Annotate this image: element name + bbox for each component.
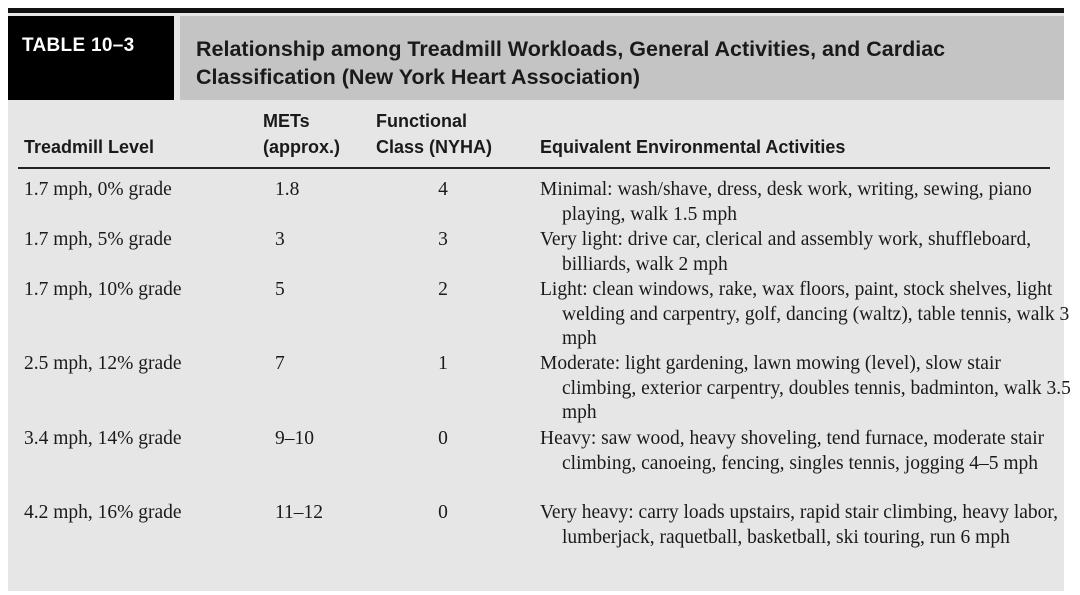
cell-activities: Very heavy: carry loads upstairs, rapid stair climbing, heavy labor, lumberjack, raquetball, basketball, ski touring, run 6 mph (540, 502, 1058, 548)
top-rule (8, 8, 1064, 13)
table-title: Relationship among Treadmill Workloads, General Activities, and Cardiac Classification (New York Heart Association) (180, 16, 1064, 100)
header-mets-line1: METs (263, 111, 310, 131)
header-rule (18, 167, 1050, 169)
cell-mets: 5 (275, 279, 285, 300)
cell-treadmill-level: 1.7 mph, 10% grade (24, 279, 182, 300)
cell-activities: Light: clean windows, rake, wax floors, paint, stock shelves, light welding and carpentry, golf, dancing (waltz), table tennis, walk 3 mph (540, 279, 1070, 349)
header-functional-class (376, 108, 492, 160)
header-treadmill-level: Treadmill Level (24, 137, 155, 157)
cell-mets: 11–12 (275, 502, 324, 523)
table-container (8, 8, 1071, 591)
cell-treadmill-level: 1.7 mph, 5% grade (24, 229, 172, 250)
header-class-line2: Class (NYHA) (376, 137, 493, 157)
cell-functional-class: 2 (438, 279, 448, 300)
cell-functional-class: 3 (438, 229, 448, 250)
cell-functional-class: 0 (438, 502, 448, 523)
cell-treadmill-level: 3.4 mph, 14% grade (24, 428, 182, 449)
header-activities: Equivalent Environmental Activities (540, 137, 846, 157)
header-class-line1: Functional (376, 111, 467, 131)
table-label: TABLE 10–3 (8, 16, 174, 100)
cell-functional-class: 0 (438, 428, 448, 449)
cell-mets: 3 (275, 229, 285, 250)
cell-treadmill-level: 2.5 mph, 12% grade (24, 353, 182, 374)
cell-activities: Heavy: saw wood, heavy shoveling, tend furnace, moderate stair climbing, canoeing, fencing, singles tennis, jogging 4–5 mph (540, 428, 1045, 474)
cell-functional-class: 1 (438, 353, 448, 374)
cell-treadmill-level: 1.7 mph, 0% grade (24, 179, 172, 200)
cell-activities: Very light: drive car, clerical and assembly work, shuffleboard, billiards, walk 2 mph (540, 229, 1032, 275)
cell-treadmill-level: 4.2 mph, 16% grade (24, 502, 182, 523)
cell-functional-class: 4 (438, 179, 448, 200)
cell-mets: 7 (275, 353, 285, 374)
cell-activities: Minimal: wash/shave, dress, desk work, writing, sewing, piano playing, walk 1.5 mph (540, 179, 1032, 225)
cell-activities: Moderate: light gardening, lawn mowing (level), slow stair climbing, exterior carpentry, doubles tennis, badminton, walk 3.5 mph (540, 353, 1071, 423)
cell-mets: 1.8 (275, 179, 300, 200)
cell-mets: 9–10 (275, 428, 314, 449)
header-mets (263, 108, 340, 160)
header-mets-line2: (approx.) (263, 137, 341, 157)
